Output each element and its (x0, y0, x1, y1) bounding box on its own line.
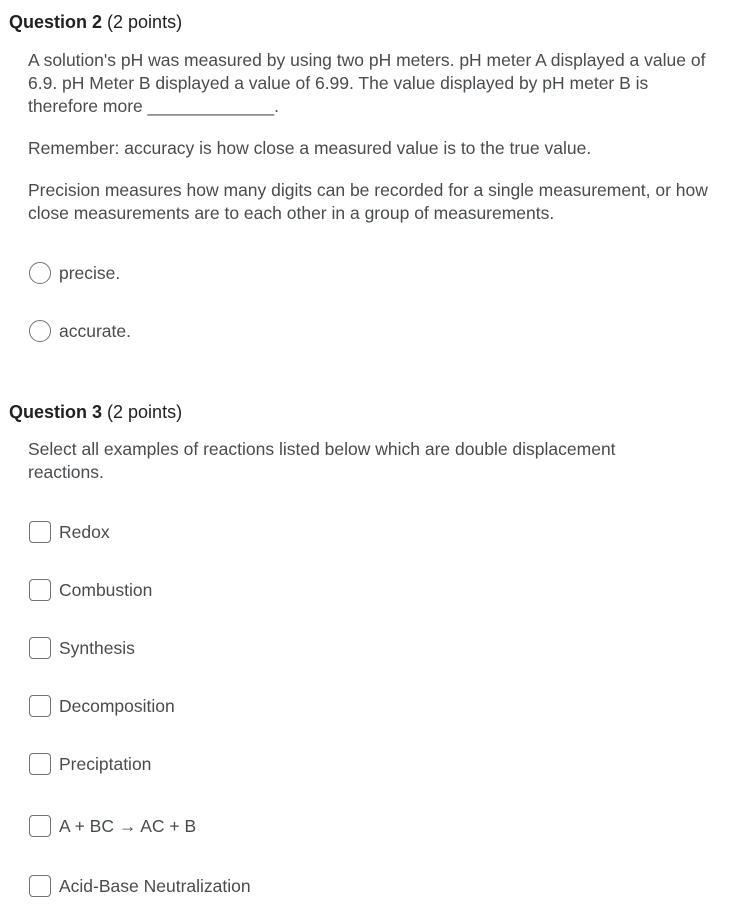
q2-option-accurate[interactable] (29, 318, 131, 344)
question-2-precision-note: Precision measures how many digits can be recorded for a single measurement, or how close measurements are to each other in a group of measurements. (28, 180, 708, 223)
question-3-title (9, 401, 182, 423)
option-label: Redox (59, 521, 110, 542)
q3-option-single-displacement-formula[interactable] (29, 813, 196, 839)
question-3-points: (2 points) (107, 402, 183, 422)
question-2-title (9, 11, 182, 33)
radio-button[interactable] (29, 262, 51, 284)
q3-option-acid-base-neutralization[interactable] (29, 873, 251, 899)
question-2-reminder: Remember: accuracy is how close a measured value is to the true value. (28, 138, 592, 158)
checkbox[interactable] (29, 521, 51, 543)
question-3-label: Question 3 (9, 402, 103, 422)
checkbox[interactable] (29, 579, 51, 601)
radio-button[interactable] (29, 320, 51, 342)
q3-option-decomposition[interactable] (29, 693, 175, 719)
option-label: A + BC → AC + B (59, 815, 197, 836)
checkbox[interactable] (29, 875, 51, 897)
question-3-prompt: Select all examples of reactions listed below which are double displacement reactions. (28, 439, 616, 482)
q3-option-synthesis[interactable] (29, 635, 135, 661)
q2-option-precise[interactable] (29, 260, 120, 286)
checkbox[interactable] (29, 815, 51, 837)
option-label: Synthesis (59, 637, 135, 658)
question-2-prompt: A solution's pH was measured by using two pH meters. pH meter A displayed a value of 6.9. pH Meter B displayed a value of 6.99. The value displayed by pH meter B is therefore more _____________. (28, 50, 706, 116)
checkbox[interactable] (29, 695, 51, 717)
q3-option-preciptation[interactable] (29, 751, 151, 777)
q3-option-combustion[interactable] (29, 577, 152, 603)
q3-option-redox[interactable] (29, 519, 110, 545)
option-label: accurate. (59, 320, 131, 341)
question-2-points: (2 points) (107, 12, 183, 32)
option-label: Preciptation (59, 753, 152, 774)
option-label: Acid-Base Neutralization (59, 875, 251, 896)
checkbox[interactable] (29, 637, 51, 659)
option-label: Decomposition (59, 695, 175, 716)
question-2-label: Question 2 (9, 12, 103, 32)
checkbox[interactable] (29, 753, 51, 775)
option-label: Combustion (59, 579, 153, 600)
option-label: precise. (59, 262, 121, 283)
